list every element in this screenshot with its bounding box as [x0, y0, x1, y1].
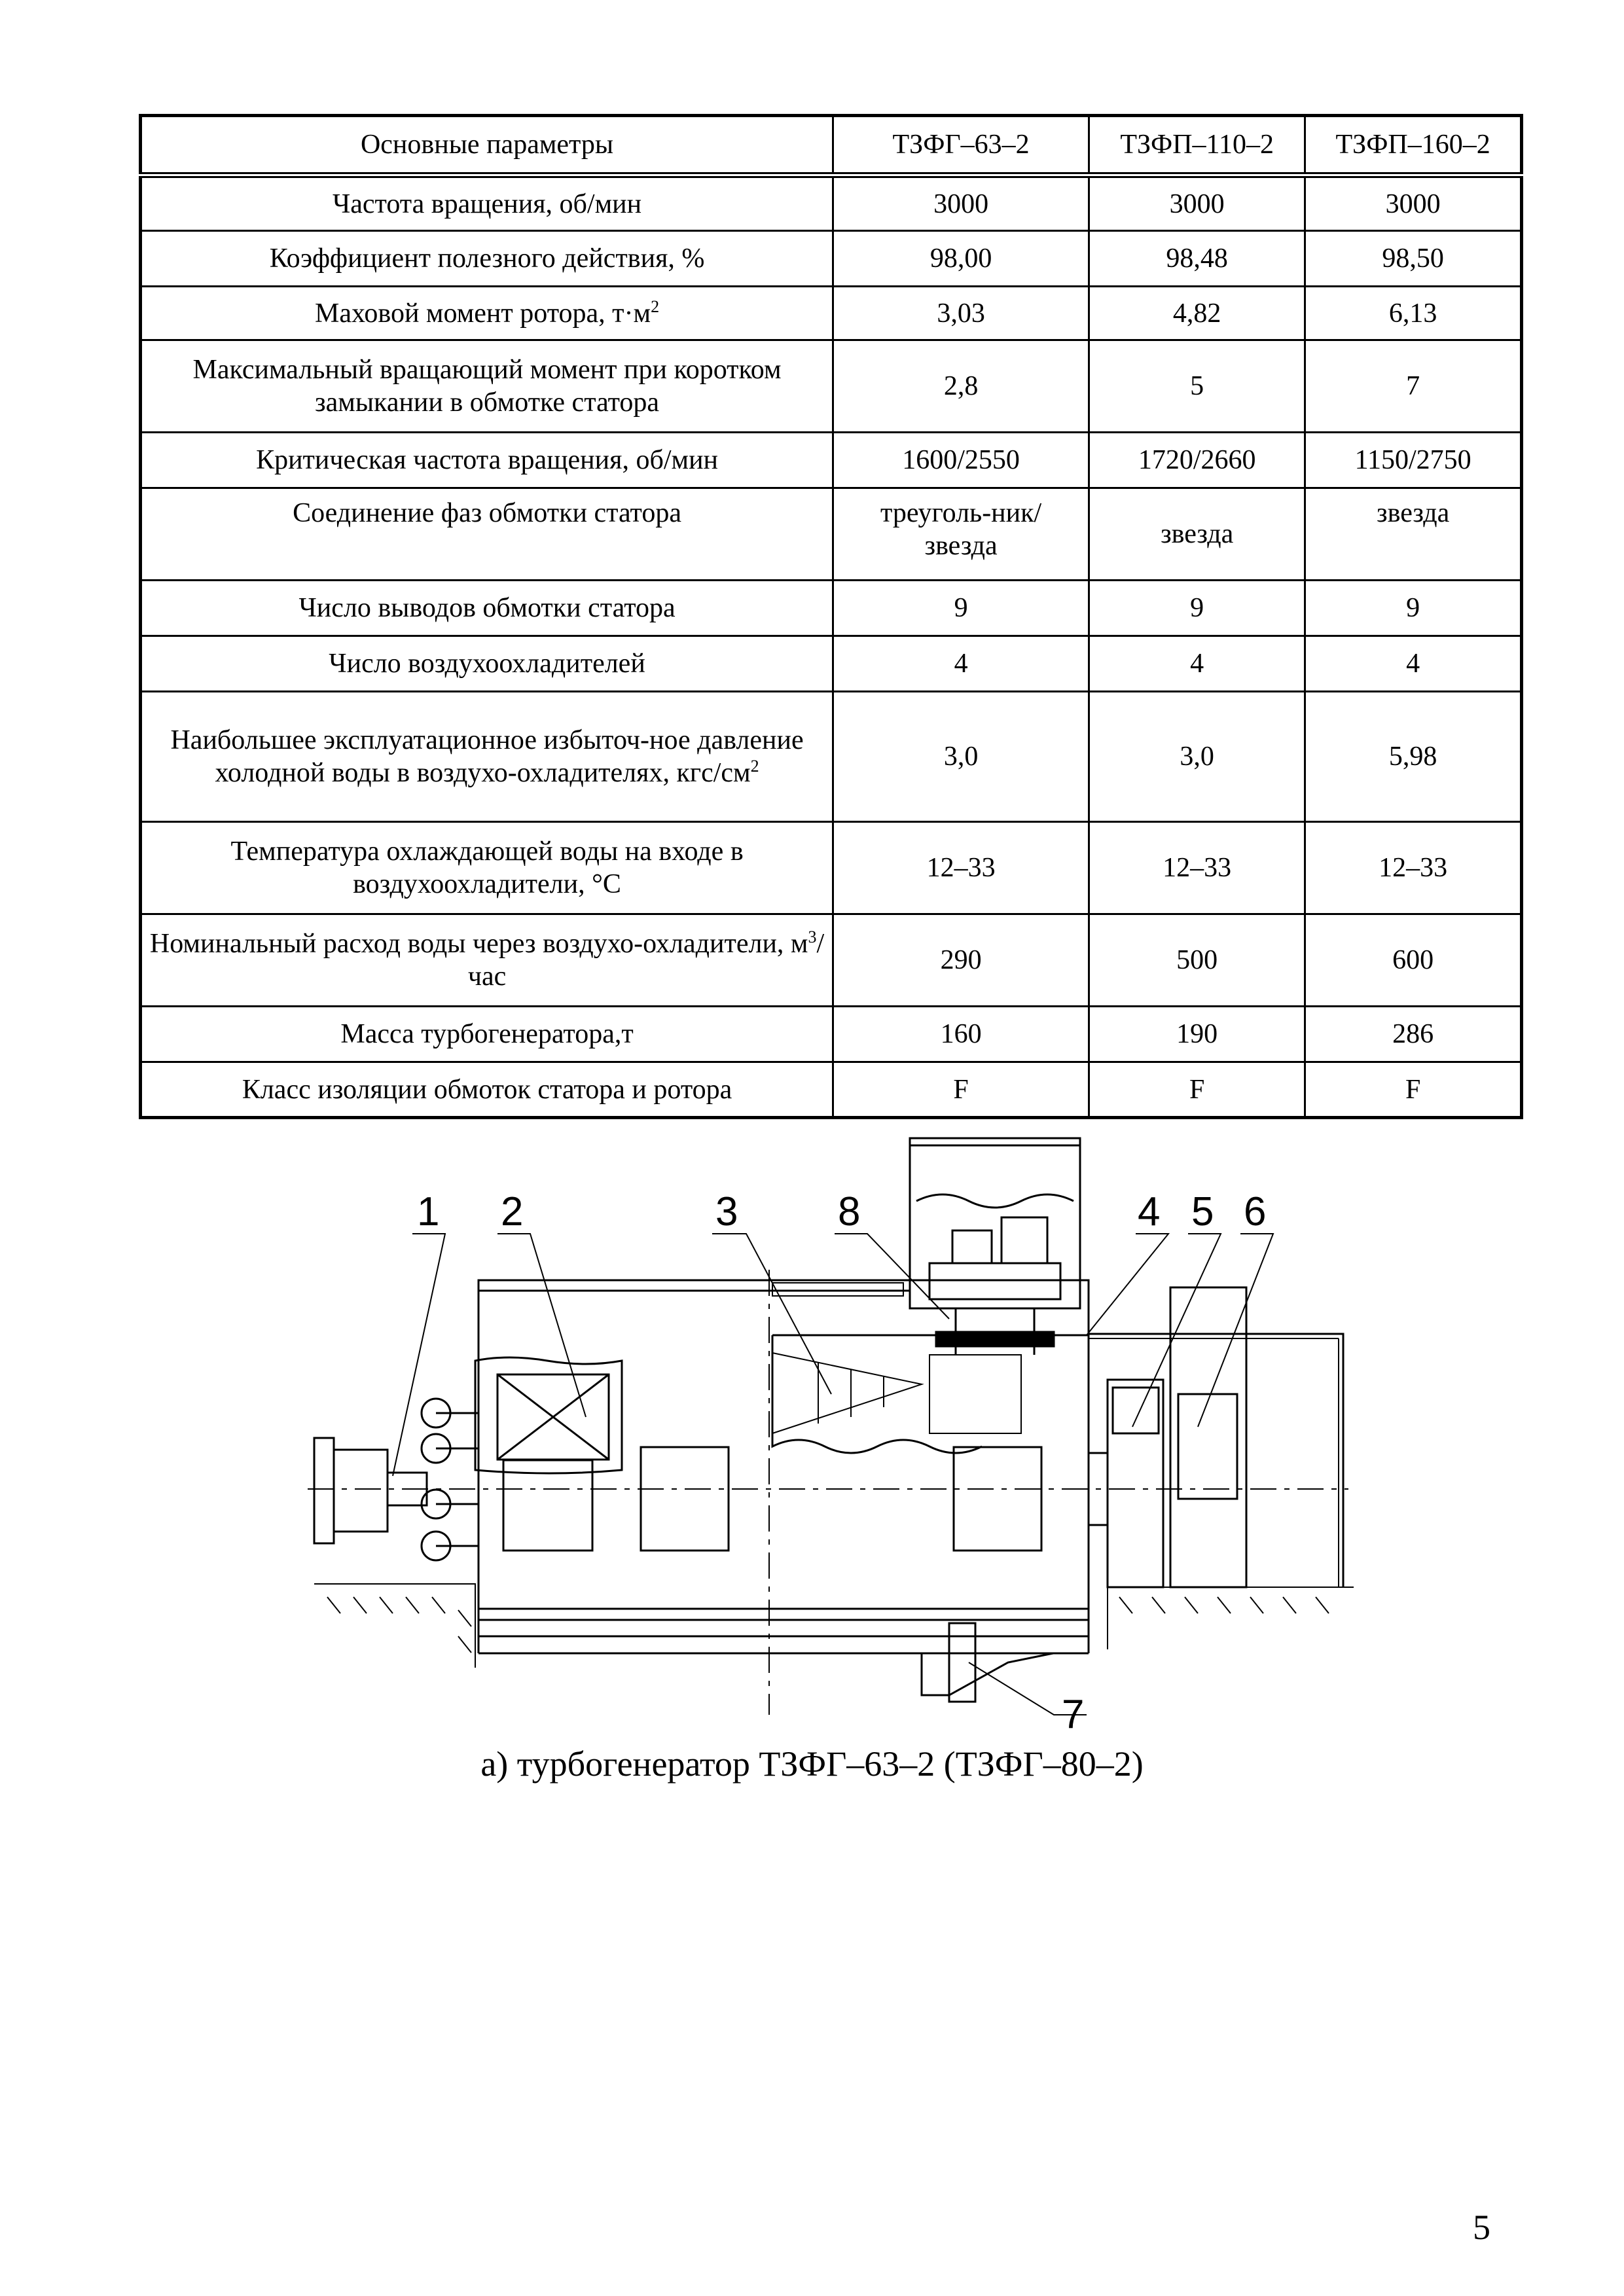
header-model-2: ТЗФП–110–2: [1089, 116, 1305, 175]
exciter-enclosure: [910, 1138, 1080, 1355]
header-model-1: ТЗФГ–63–2: [833, 116, 1089, 175]
parameter-name: Маховой момент ротора, т·м: [315, 298, 651, 329]
label-7: 7: [1062, 1692, 1085, 1737]
lower-box: [922, 1623, 1053, 1702]
value-cell: 1150/2750: [1305, 433, 1522, 488]
leader-lines: [393, 1234, 1273, 1715]
value-cell: 500: [1089, 914, 1305, 1007]
shaft-coupling: [314, 1399, 478, 1560]
value-cell: 98,00: [833, 231, 1089, 287]
stator-body: [478, 1280, 1089, 1653]
value-cell: 1720/2660: [1089, 433, 1305, 488]
value-cell: 3,0: [1089, 692, 1305, 822]
ground-hatching: [314, 1584, 1354, 1668]
value-cell: 9: [1089, 581, 1305, 636]
value-cell: 290: [833, 914, 1089, 1007]
value-cell: 12–33: [1305, 822, 1522, 914]
label-6: 6: [1244, 1189, 1267, 1234]
parameter-name: Номинальный расход воды через воздухо-охладители, м: [149, 929, 808, 959]
value-cell: треуголь-ник/звезда: [833, 488, 1089, 581]
value-cell: F: [1305, 1062, 1522, 1118]
label-4: 4: [1138, 1189, 1161, 1234]
value-cell: 5: [1089, 340, 1305, 433]
parameter-name: Максимальный вращающий момент при коротком замыкании в обмотке статора: [192, 355, 782, 418]
value-cell: F: [1089, 1062, 1305, 1118]
value-cell: 98,48: [1089, 231, 1305, 287]
value-cell: 2,8: [833, 340, 1089, 433]
header-parameters: Основные параметры: [141, 116, 833, 175]
parameter-name: Наибольшее эксплуатационное избыточ-ное давление холодной воды в воздухо-охладителях, кгс/см: [170, 725, 804, 788]
parameter-name: Коэффициент полезного действия, %: [269, 243, 705, 274]
value-cell: 4,82: [1089, 287, 1305, 340]
parameter-name: Температура охлаждающей воды на входе в воздухоохладители, °С: [230, 836, 744, 899]
unit-suffix: /час: [467, 929, 825, 992]
bearing-and-exciter: [1089, 1287, 1343, 1587]
value-cell: 600: [1305, 914, 1522, 1007]
value-cell: 160: [833, 1007, 1089, 1062]
value-cell: F: [833, 1062, 1089, 1118]
air-cooler: [475, 1357, 622, 1473]
parameter-name: Число выводов обмотки статора: [298, 593, 676, 623]
value-cell: 190: [1089, 1007, 1305, 1062]
value-cell: 4: [1089, 636, 1305, 692]
parameter-name: Число воздухоохладителей: [329, 649, 645, 679]
header-model-3: ТЗФП–160–2: [1305, 116, 1522, 175]
value-cell: 12–33: [833, 822, 1089, 914]
value-cell: 1600/2550: [833, 433, 1089, 488]
value-cell: 3000: [1089, 175, 1305, 231]
door-2: [641, 1447, 729, 1551]
value-cell: 98,50: [1305, 231, 1522, 287]
value-cell: 5,98: [1305, 692, 1522, 822]
superscript: 2: [651, 296, 660, 316]
value-cell: 4: [1305, 636, 1522, 692]
value-cell: 3,0: [833, 692, 1089, 822]
superscript: 3: [808, 927, 817, 946]
page-number: 5: [1473, 2208, 1490, 2247]
parameter-name: Класс изоляции обмоток статора и ротора: [242, 1074, 732, 1105]
value-cell: 3,03: [833, 287, 1089, 340]
parameter-name: Критическая частота вращения, об/мин: [256, 445, 719, 475]
parameter-name: Масса турбогенератора,т: [340, 1019, 634, 1049]
value-cell: звезда: [1089, 488, 1305, 581]
value-cell: 3000: [1305, 175, 1522, 231]
value-cell: 286: [1305, 1007, 1522, 1062]
label-8: 8: [838, 1189, 861, 1234]
value-cell: 3000: [833, 175, 1089, 231]
figure-caption: а) турбогенератор ТЗФГ–63–2 (ТЗФГ–80–2): [480, 1744, 1144, 1784]
value-cell: 7: [1305, 340, 1522, 433]
parameter-name: Частота вращения, об/мин: [332, 188, 642, 219]
value-cell: 12–33: [1089, 822, 1305, 914]
label-5: 5: [1191, 1189, 1214, 1234]
value-cell: 6,13: [1305, 287, 1522, 340]
value-cell: звезда: [1305, 488, 1522, 581]
parameter-name: Соединение фаз обмотки статора: [293, 498, 681, 528]
value-cell: 9: [833, 581, 1089, 636]
label-2: 2: [501, 1189, 524, 1234]
label-3: 3: [715, 1189, 738, 1234]
value-cell: 9: [1305, 581, 1522, 636]
label-1: 1: [417, 1189, 440, 1234]
value-cell: 4: [833, 636, 1089, 692]
door-3: [954, 1447, 1041, 1551]
superscript: 2: [750, 757, 759, 776]
